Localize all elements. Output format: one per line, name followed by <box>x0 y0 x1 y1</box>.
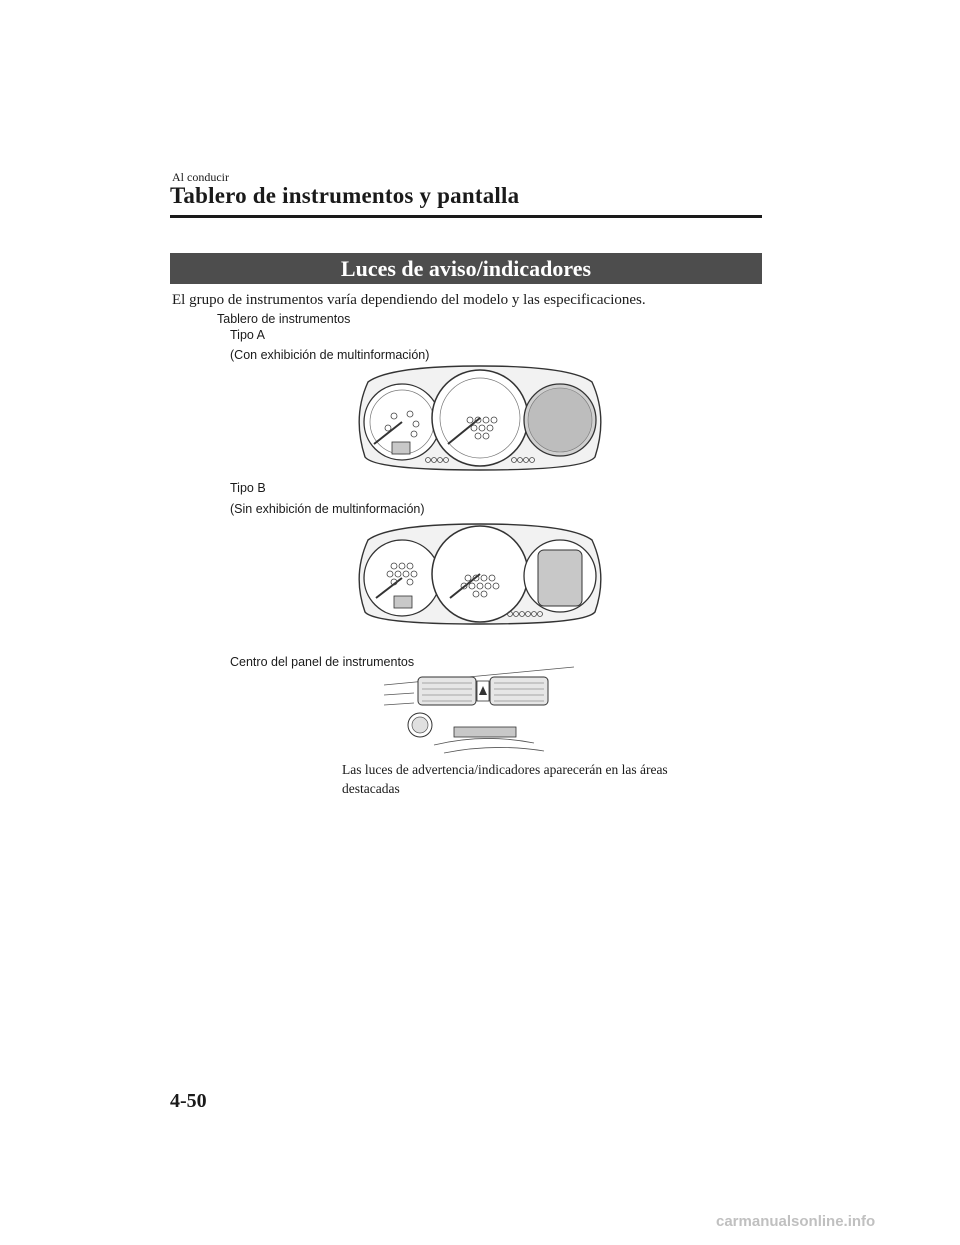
cluster-type-b-illustration <box>350 520 610 628</box>
type-a-label: Tipo A <box>230 328 265 342</box>
intro-text: El grupo de instrumentos varía dependiendo del modelo y las especificaciones. <box>172 292 646 308</box>
type-b-description: (Sin exhibición de multinformación) <box>230 502 425 516</box>
type-a-description: (Con exhibición de multinformación) <box>230 348 430 362</box>
cluster-label: Tablero de instrumentos <box>217 312 351 326</box>
center-panel-label: Centro del panel de instrumentos <box>230 655 415 669</box>
figure-caption: Las luces de advertencia/indicadores aparecerán en las áreas destacadas <box>342 762 668 796</box>
page-number: 4-50 <box>170 1090 207 1112</box>
section-title: Luces de aviso/indicadores <box>170 253 762 284</box>
chapter-label: Al conducir <box>172 170 229 184</box>
type-b-label: Tipo B <box>230 481 266 495</box>
page-title: Tablero de instrumentos y pantalla <box>170 183 520 208</box>
watermark: carmanualsonline.info <box>716 1213 876 1230</box>
cluster-type-a-illustration <box>350 362 610 474</box>
center-panel-illustration <box>384 663 584 755</box>
heading-divider <box>170 215 762 218</box>
